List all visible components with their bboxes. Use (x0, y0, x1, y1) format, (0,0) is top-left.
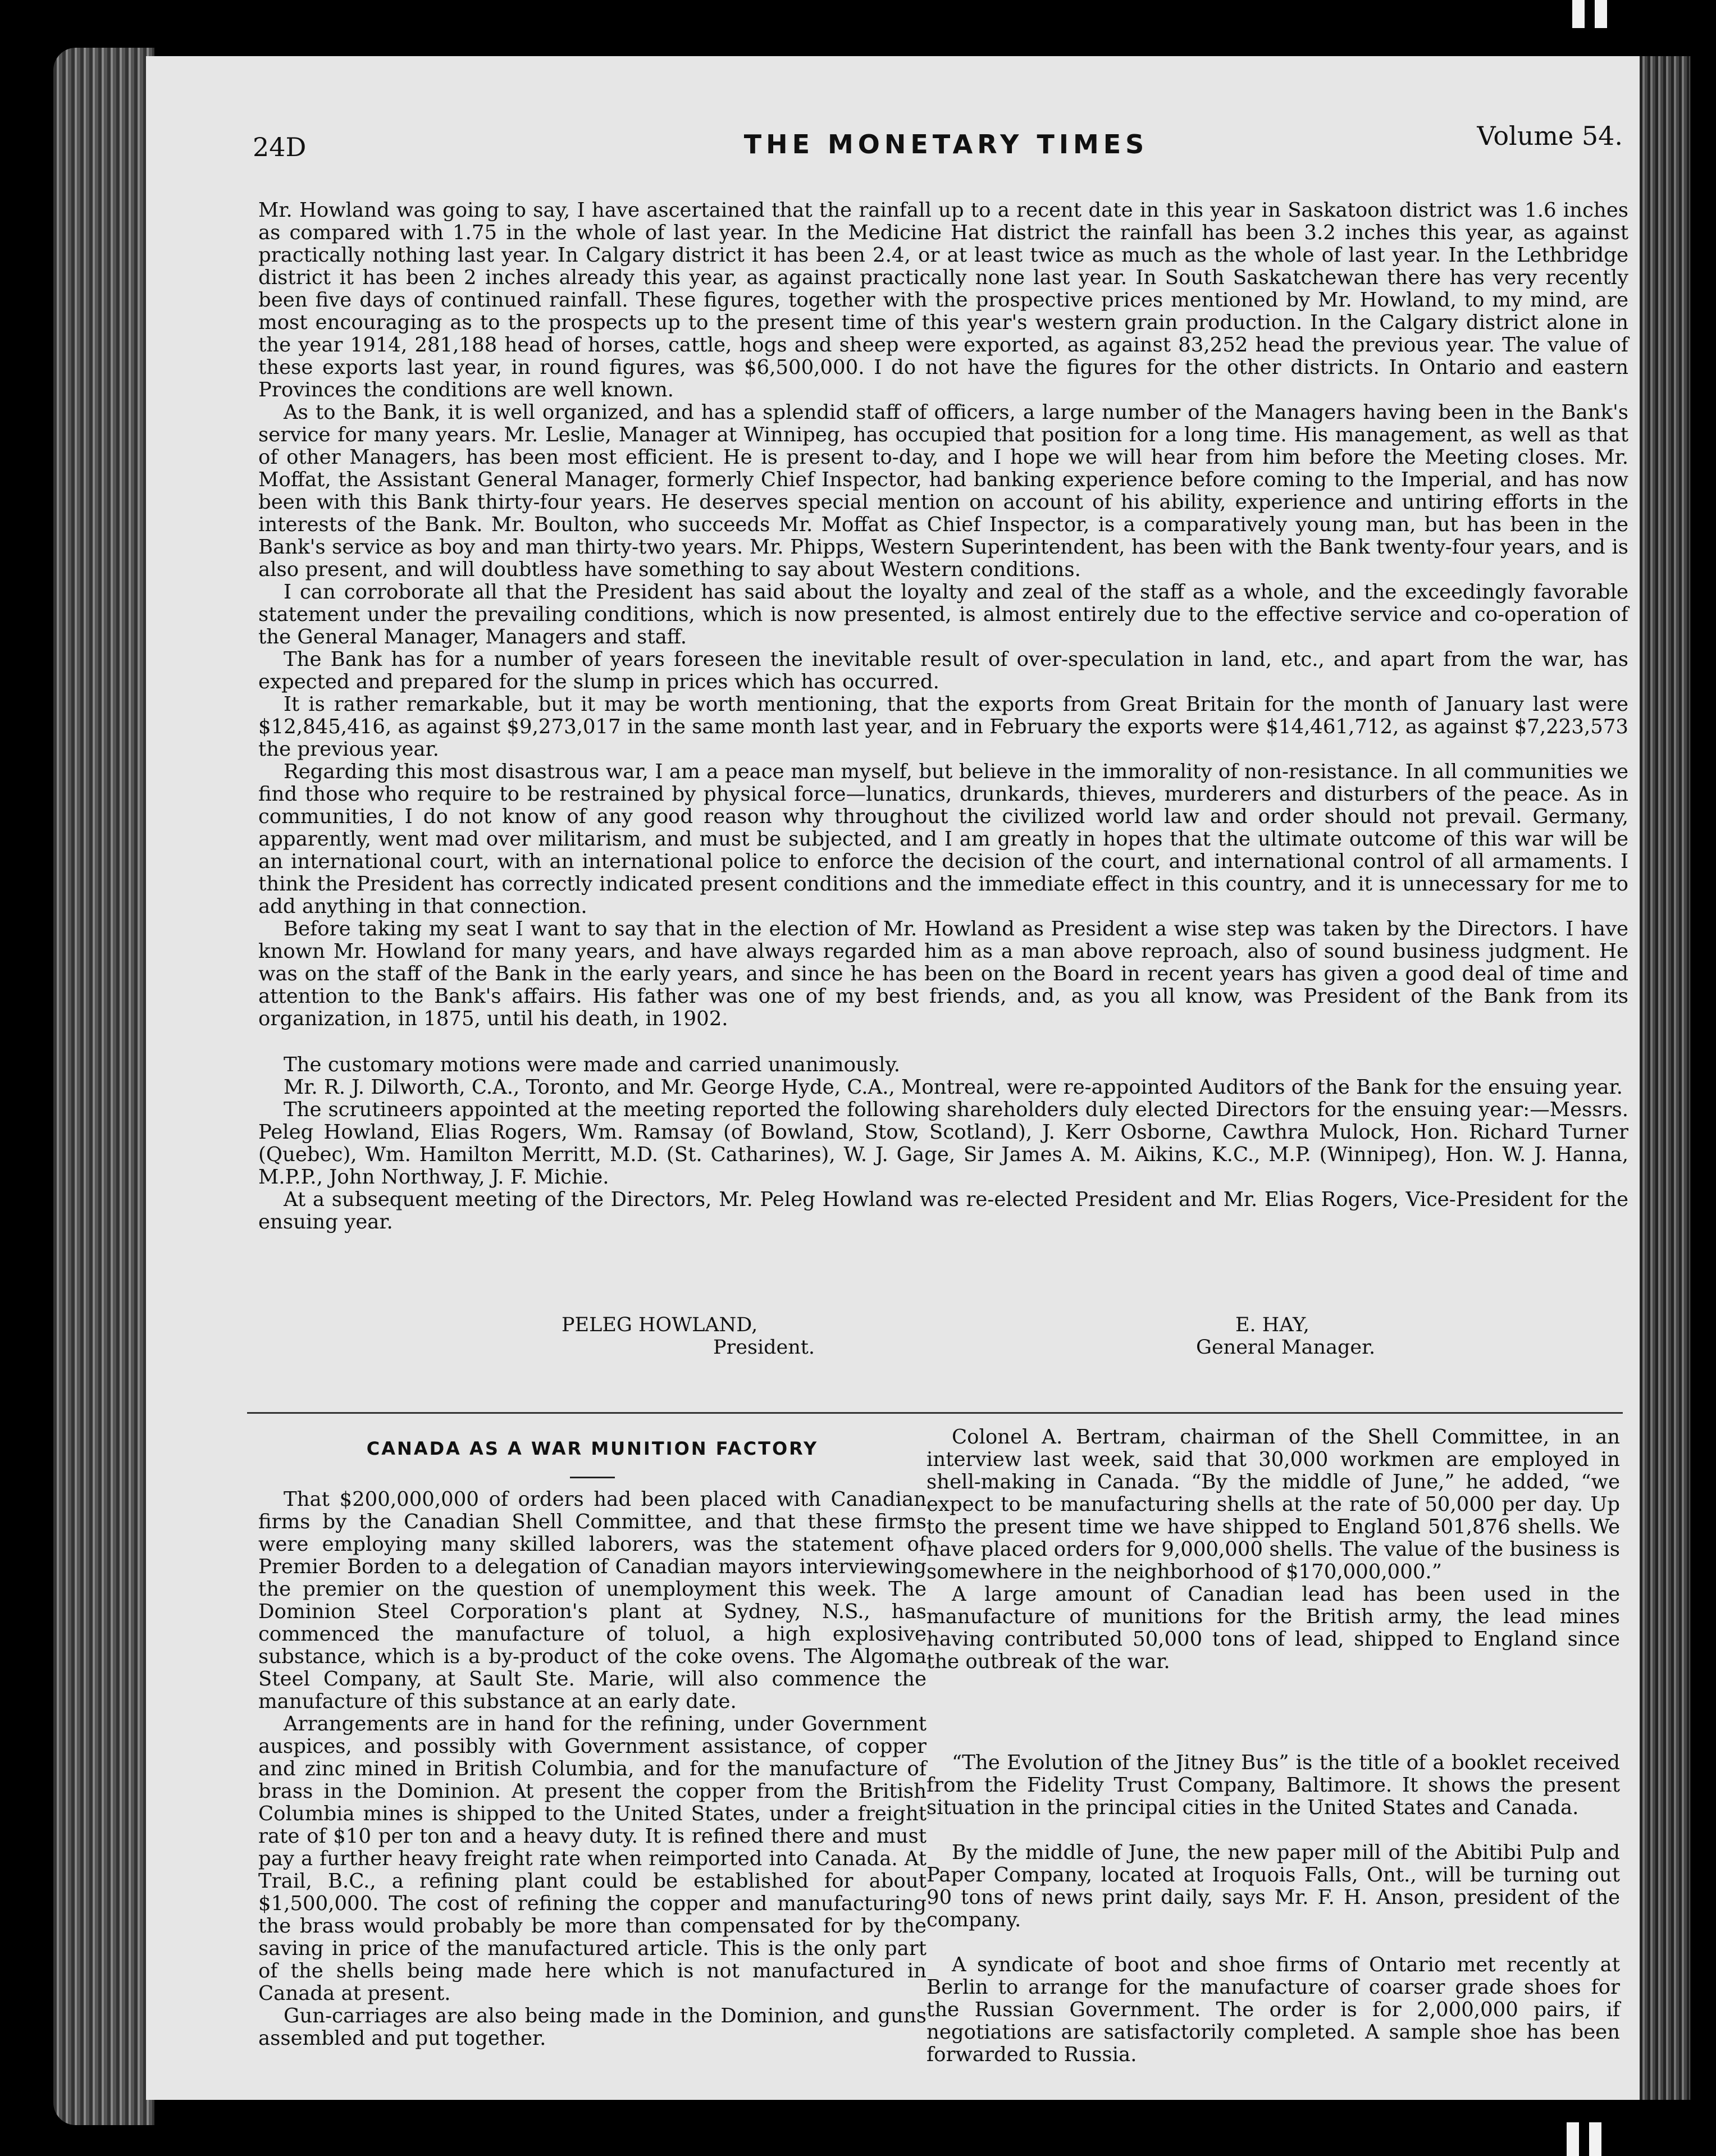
book-page-edges-left (53, 48, 154, 2125)
paragraph: By the middle of June, the new paper mill of the Abitibi Pulp and Paper Company, located at Iroquois Falls, Ont., will be turning out 90 tons of news print daily, says Mr. F. H. Anson, president of the company. (927, 1841, 1620, 1931)
paragraph: A syndicate of boot and shoe firms of Ontario met recently at Berlin to arrange for the manufacture of coarser grade shoes for the Russian Government. The order is for 2,000,000 pairs, if negotiations are satisfactorily completed. A sample shoe has been forwarded to Russia. (927, 1953, 1620, 2066)
film-mark (1572, 0, 1585, 28)
signature-title: President. (713, 1336, 815, 1359)
signature-title: General Manager. (1196, 1336, 1376, 1359)
paragraph: I can corroborate all that the President has said about the loyalty and zeal of the staff as a whole, and the exceedingly favorable statement under the prevailing conditions, which is now presented, is almost entirely due to the effective service and co-operation of the General Manager, Managers and staff. (258, 581, 1628, 648)
running-header (253, 121, 1640, 171)
section-divider (247, 1412, 1623, 1414)
film-mark (1595, 0, 1607, 28)
book-page-edges-right (1640, 56, 1690, 2100)
paragraph: The customary motions were made and carried unanimously. (284, 1053, 901, 1076)
paragraph: The Bank has for a number of years foreseen the inevitable result of over-speculation in land, etc., and apart from the war, has expected and prepared for the slump in prices which has occurred. (258, 648, 1628, 693)
paragraph: Gun-carriages are also being made in the Dominion, and guns assembled and put together. (258, 2004, 927, 2050)
right-column-articles (927, 1426, 1620, 2066)
heading-rule (570, 1477, 615, 1478)
left-column-article (258, 1437, 927, 2050)
paragraph: As to the Bank, it is well organized, and has a splendid staff of officers, a large number of the Managers having been in the Bank's service for many years. Mr. Leslie, Manager at Winnipeg, has occupied that position for a long time. His management, as well as that of other Managers, has been most efficient. He is present to-day, and I hope we will hear from him before the Meeting closes. Mr. Moffat, the Assistant General Manager, formerly Chief Inspector, had banking experience before coming to the Imperial, and has now been with this Bank thirty-four years. He deserves special mention on account of his ability, experience and untiring efforts in the interests of the Bank. Mr. Boulton, who succeeds Mr. Moffat as Chief Inspector, is a comparatively young man, but has been in the Bank's service as boy and man thirty-two years. Mr. Phipps, Western Superintendent, has been with the Bank twenty-four years, and is also present, and will doubtless have something to say about Western conditions. (258, 401, 1628, 581)
paragraph: Before taking my seat I want to say that in the election of Mr. Howland as President a wise step was taken by the Directors. I have known Mr. Howland for many years, and have always regarded him as a man above reproach, also of sound business judgment. He was on the staff of the Bank in the early years, and since he has been on the Board in recent years has given a good deal of time and attention to the Bank's affairs. His father was one of my best friends, and, as you all know, was President of the Bank from its organization, in 1875, until his death, in 1902. (258, 917, 1628, 1030)
paragraph: At a subsequent meeting of the Directors, Mr. Peleg Howland was re-elected President and Mr. Elias Rogers, Vice-President for the ensuing year. (258, 1188, 1628, 1234)
paragraph: It is rather remarkable, but it may be worth mentioning, that the exports from Great Britain for the month of January last were $12,845,416, as against $9,273,017 in the same month last year, and in February the exports were $14,461,712, as against $7,223,573 the previous year. (258, 693, 1628, 761)
publication-title: THE MONETARY TIMES (743, 129, 1149, 159)
article-heading: CANADA AS A WAR MUNITION FACTORY (366, 1438, 819, 1459)
film-mark (1589, 2122, 1601, 2156)
signature-name: E. HAY, (1235, 1314, 1309, 1336)
signature-president (562, 1314, 815, 1359)
page-number: 24D (253, 132, 307, 162)
paragraph: “The Evolution of the Jitney Bus” is the title of a booklet received from the Fidelity Trust Company, Baltimore. It shows the present situation in the principal cities in the United States and Canada. (927, 1751, 1620, 1819)
paragraph: Regarding this most disastrous war, I am a peace man myself, but believe in the immorality of non-resistance. In all communities we find those who require to be restrained by physical force—lunatics, drunkards, thieves, murderers and disturbers of the peace. As in communities, I do not know of any good reason why throughout the civilized world law and order should not prevail. Germany, apparently, went mad over militarism, and must be subjected, and I am greatly in hopes that the ultimate outcome of this war will be an international court, with an international police to enforce the decision of the court, and international control of all armaments. I think the President has correctly indicated present conditions and the immediate effect in this country, and it is unnecessary for me to add anything in that connection. (258, 760, 1628, 918)
volume-label: Volume 54. (1477, 121, 1623, 151)
film-mark (1567, 2122, 1579, 2156)
paragraph: Arrangements are in hand for the refining, under Government auspices, and possibly with Government assistance, of copper and zinc mined in British Columbia, and for the manufacture of brass in the Dominion. At present the copper from the British Columbia mines is shipped to the United States, under a freight rate of $10 per ton and a heavy duty. It is refined there and must pay a further heavy freight rate when reimported into Canada. At Trail, B.C., a refining plant could be established for about $1,500,000. The cost of refining the copper and manufacturing the brass would probably be more than compensated for by the saving in price of the manufactured article. This is the only part of the shells being made here which is not manufactured in Canada at present. (258, 1712, 927, 2005)
signature-general-manager (1196, 1314, 1375, 1359)
paragraph: That $200,000,000 of orders had been placed with Canadian firms by the Canadian Shell Committee, and that these firms were employing many skilled laborers, was the statement of Premier Borden to a delegation of Canadian mayors interviewing the premier on the question of unemployment this week. The Dominion Steel Corporation's plant at Sydney, N.S., has commenced the manufacture of toluol, a high explosive substance, which is a by-product of the coke ovens. The Algoma Steel Company, at Sault Ste. Marie, will also commence the manufacture of this substance at an early date. (258, 1488, 927, 1713)
paragraph: Colonel A. Bertram, chairman of the Shell Committee, in an interview last week, said that 30,000 workmen are employed in shell-making in Canada. “By the middle of June,” he added, “we expect to be manufacturing shells at the rate of 50,000 per day. Up to the present time we have shipped to England 501,876 shells. We have placed orders for 9,000,000 shells. The value of the business is somewhere in the neighborhood of $170,000,000.” (927, 1426, 1620, 1583)
paragraph: A large amount of Canadian lead has been used in the manufacture of munitions for the British army, the lead mines having contributed 50,000 tons of lead, shipped to England since the outbreak of the war. (927, 1583, 1620, 1673)
top-article (258, 199, 1628, 1234)
paragraph: Mr. R. J. Dilworth, C.A., Toronto, and Mr. George Hyde, C.A., Montreal, were re-appointed Auditors of the Bank for the ensuing year. (284, 1076, 1623, 1099)
paragraph: The scrutineers appointed at the meeting reported the following shareholders duly elected Directors for the ensuing year:—Messrs. Peleg Howland, Elias Rogers, Wm. Ramsay (of Bowland, Stow, Scotland), J. Kerr Osborne, Cawthra Mulock, Hon. Richard Turner (Quebec), Wm. Hamilton Merritt, M.D. (St. Catharines), W. J. Gage, Sir James A. M. Aikins, K.C., M.P. (Winnipeg), Hon. W. J. Hanna, M.P.P., John Northway, J. F. Michie. (258, 1098, 1628, 1189)
scanned-page (146, 56, 1640, 2100)
signature-name: PELEG HOWLAND, (562, 1314, 758, 1336)
paragraph: Mr. Howland was going to say, I have ascertained that the rainfall up to a recent date in this year in Saskatoon district was 1.6 inches as compared with 1.75 in the whole of last year. In the Medicine Hat district the rainfall has been 3.2 inches this year, as against practically nothing last year. In Calgary district it has been 2.4, or at least twice as much as the whole of last year. In the Lethbridge district it has been 2 inches already this year, as against practically none last year. In South Saskatchewan there has very recently been five days of continued rainfall. These figures, together with the prospective prices mentioned by Mr. Howland, to my mind, are most encouraging as to the prospects up to the present time of this year's western grain production. In the Calgary district alone in the year 1914, 281,188 head of horses, cattle, hogs and sheep were exported, as against 83,252 head the previous year. The value of these exports last year, in round figures, was $6,500,000. I do not have the figures for the other districts. In Ontario and eastern Provinces the conditions are well known. (258, 199, 1628, 401)
